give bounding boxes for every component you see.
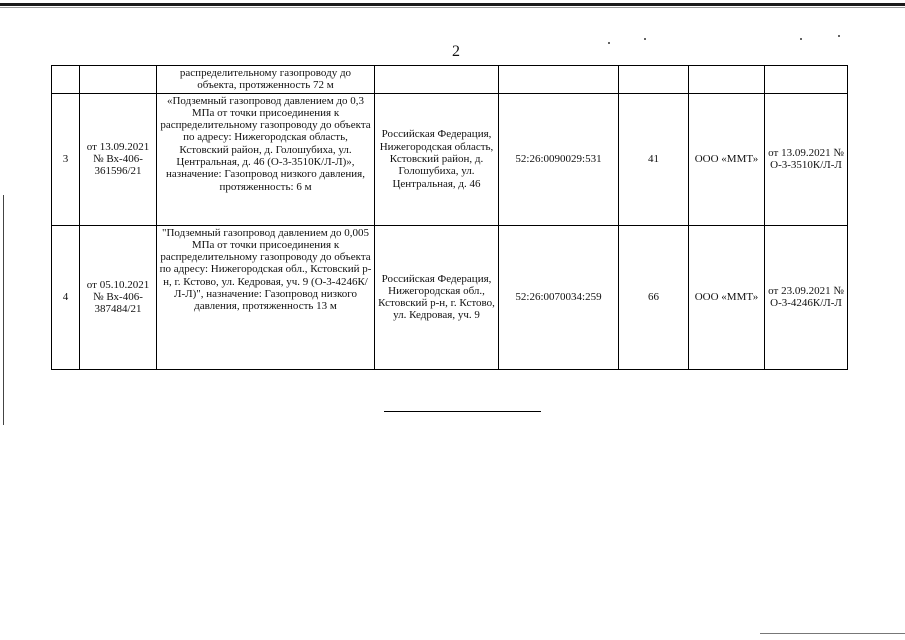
cell-number: 4 [52,225,80,369]
table-row-continued [52,66,848,94]
cell-number: 3 [52,93,80,225]
objects-table [51,65,848,370]
top-border-line [0,3,905,6]
scan-speck [800,38,802,40]
table-row [52,225,848,369]
cell-request: от 13.09.2021 № Вх-406-361596/21 [80,93,157,225]
cell-area: 41 [619,93,689,225]
cell-contract: от 13.09.2021 № О-3-3510К/Л-Л [765,93,848,225]
cell-location [375,66,499,94]
cell-request: от 05.10.2021 № Вх-406-387484/21 [80,225,157,369]
scan-edge-mark [3,195,4,425]
scan-speck [838,35,840,37]
cell-request [80,66,157,94]
cell-description: распределительному газопроводу до объекта, протяженность 72 м [157,66,375,94]
cell-contract: от 23.09.2021 № О-3-4246К/Л-Л [765,225,848,369]
cell-description: «Подземный газопровод давлением до 0,3 МПа от точки присоединения к распределительному газопроводу до объекта по адресу: Нижегородская область, Кстовский район, д. Голошубиха, ул. Центральная, д. 46 (О-3-3510К/Л-Л)», назначение: Газопровод низкого давления, протяженность: 6 м [157,93,375,225]
top-border-shadow [0,7,905,8]
cell-area: 66 [619,225,689,369]
page-number: 2 [452,43,460,60]
cell-location: Российская Федерация, Нижегородская область, Кстовский район, д. Голошубиха, ул. Центральная, д. 46 [375,93,499,225]
cell-contract [765,66,848,94]
cell-cadastral [499,66,619,94]
scan-speck [608,42,610,44]
cell-owner: ООО «ММТ» [689,225,765,369]
cell-owner: ООО «ММТ» [689,93,765,225]
scan-speck [644,38,646,40]
cell-area [619,66,689,94]
cell-description: "Подземный газопровод давлением до 0,005 МПа от точки присоединения к распределительному газопроводу до объекта по адресу: Нижегородская обл., Кстовский р-н, г. Кстово, ул. Кедровая, уч. 9 (О-3-4246К/Л-Л)", назначение: Газопровод низкого давления, протяженность 13 м [157,225,375,369]
bottom-edge-line [760,633,905,634]
cell-number [52,66,80,94]
table-row [52,93,848,225]
cell-owner [689,66,765,94]
cell-location: Российская Федерация, Нижегородская обл., Кстовский р-н, г. Кстово, ул. Кедровая, уч. 9 [375,225,499,369]
cell-cadastral: 52:26:0090029:531 [499,93,619,225]
end-of-document-line [384,411,541,412]
cell-cadastral: 52:26:0070034:259 [499,225,619,369]
